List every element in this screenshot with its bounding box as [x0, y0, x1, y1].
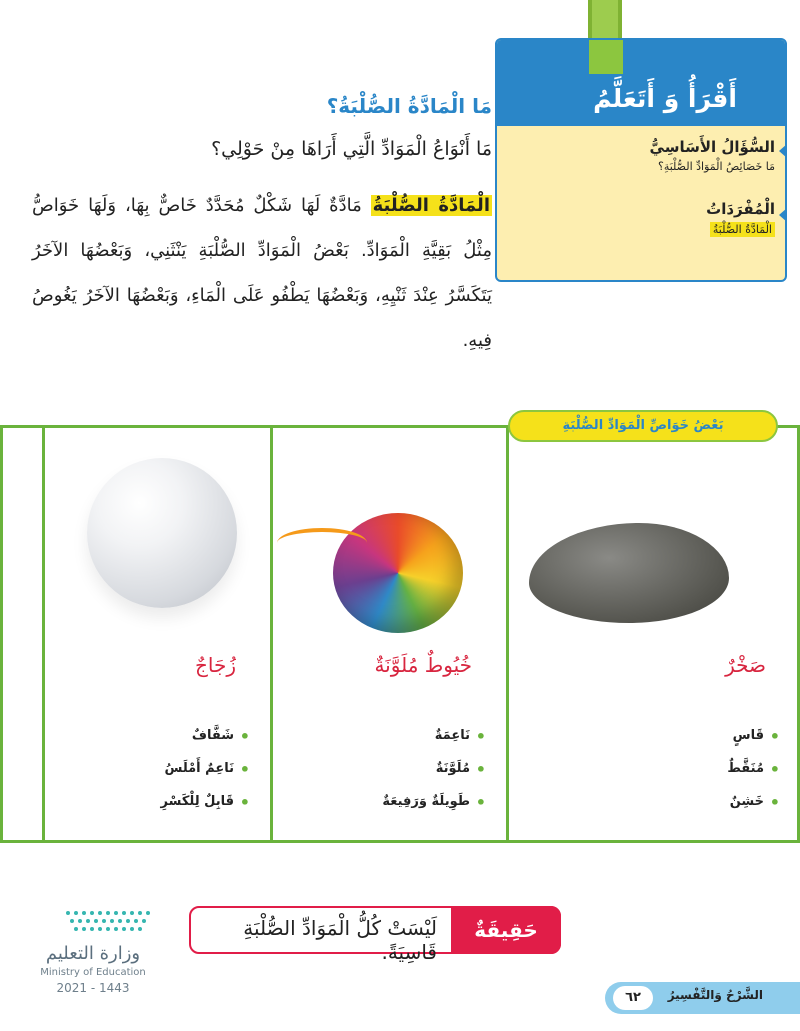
properties-table [0, 425, 800, 843]
vocabulary-heading: الْمُفْرَدَاتُ [706, 200, 775, 218]
properties-label: بَعْضُ خَوَاصِّ الْمَوَادِّ الصُّلْبَةِ [508, 410, 778, 442]
list-item: • مُنَقَّطٌ [727, 761, 780, 776]
column-partial [3, 428, 42, 840]
list-item: • خَشِنٌ [727, 794, 780, 809]
ministry-name-ar: وزارة التعليم [45, 943, 141, 964]
glass-sphere-image [87, 458, 237, 608]
fact-label: حَقِيقَةٌ [451, 906, 561, 954]
vocabulary-term: الْمَادَّةُ الصُّلْبَةُ [710, 222, 775, 237]
material-name: زُجَاجٌ [194, 653, 236, 677]
list-item: • طَوِيلَةٌ وَرَفِيعَةٌ [382, 794, 486, 809]
list-item: • نَاعِمَةٌ [382, 728, 486, 743]
essential-question-text: مَا خَصَائِصُ الْمَوَادِّ الصُّلْبَةِ؟ [657, 160, 775, 173]
column-glass [42, 428, 270, 840]
column-yarn [270, 428, 506, 840]
ministry-name-en: Ministry of Education [40, 967, 146, 978]
key-term: الْمَادَّةُ الصُّلْبَةُ [372, 195, 490, 216]
fact-box [189, 906, 561, 964]
read-and-learn-title: أَقْرَأُ وَ أَتَعَلَّمُ [593, 84, 737, 113]
footer-band [605, 982, 800, 1014]
material-name: خُيُوطٌ مُلَوَّنَةٌ [374, 653, 472, 677]
trait-list [161, 728, 250, 827]
essential-question-heading: السُّؤَالُ الأَسَاسِيُّ [649, 138, 775, 156]
rock-image [529, 523, 729, 623]
guiding-question: مَا أَنْوَاعُ الْمَوَادِّ الَّتِي أَرَاهَا مِنْ حَوْلِي؟ [211, 138, 492, 160]
section-marker-icon [779, 208, 787, 222]
ribbon-strap [589, 40, 623, 74]
column-rock [506, 428, 800, 840]
ministry-logo [18, 905, 168, 1005]
vocabulary [706, 200, 775, 237]
essential-question [650, 138, 775, 173]
list-item: • قَاسٍ [727, 728, 780, 743]
list-item: • قَابِلٌ لِلْكَسْرِ [161, 794, 250, 809]
yarn-strand [277, 528, 367, 558]
paragraph-text: مَادَّةٌ لَهَا شَكْلٌ مُحَدَّدٌ خَاصٌّ بِهَا، وَلَهَا خَوَاصُّ مِثْلُ بَقِيَّةِ الْمَوَادِّ. بَعْضُ الْمَوَادِّ الصُّلْبَةِ يَنْثَنِي، وَبَعْضُهَا الآخَرُ يَتَكَسَّرُ عِنْدَ ثَنْيِهِ، وَبَعْضُهَا يَطْفُو عَلَى الْمَاءِ، وَبَعْضُهَا الآخَرُ يَغُوصُ فِيهِ. [32, 195, 492, 351]
ministry-dots-icon [58, 905, 158, 935]
page-number: ٦٢ [613, 986, 653, 1010]
read-and-learn-header [497, 40, 785, 126]
definition-paragraph [32, 183, 492, 363]
fact-text: لَيْسَتْ كُلُّ الْمَوَادِّ الصُّلْبَةِ قَاسِيَةً. [243, 916, 437, 964]
trait-list [727, 728, 780, 827]
section-title: مَا الْمَادَّةُ الصُّلْبَةُ؟ [326, 94, 492, 118]
read-and-learn-box [495, 38, 787, 282]
list-item: • نَاعِمٌ أَمْلَسُ [161, 761, 250, 776]
footer-book-title: الشَّرْحُ وَالتَّفْسِيرُ [667, 988, 763, 1002]
edition-year: 2021 - 1443 [56, 981, 130, 995]
material-name: صَخْرٌ [725, 653, 766, 677]
list-item: • شَفَّافٌ [161, 728, 250, 743]
section-marker-icon [779, 144, 787, 158]
trait-list [382, 728, 486, 827]
list-item: • مُلَوَّنَةٌ [382, 761, 486, 776]
